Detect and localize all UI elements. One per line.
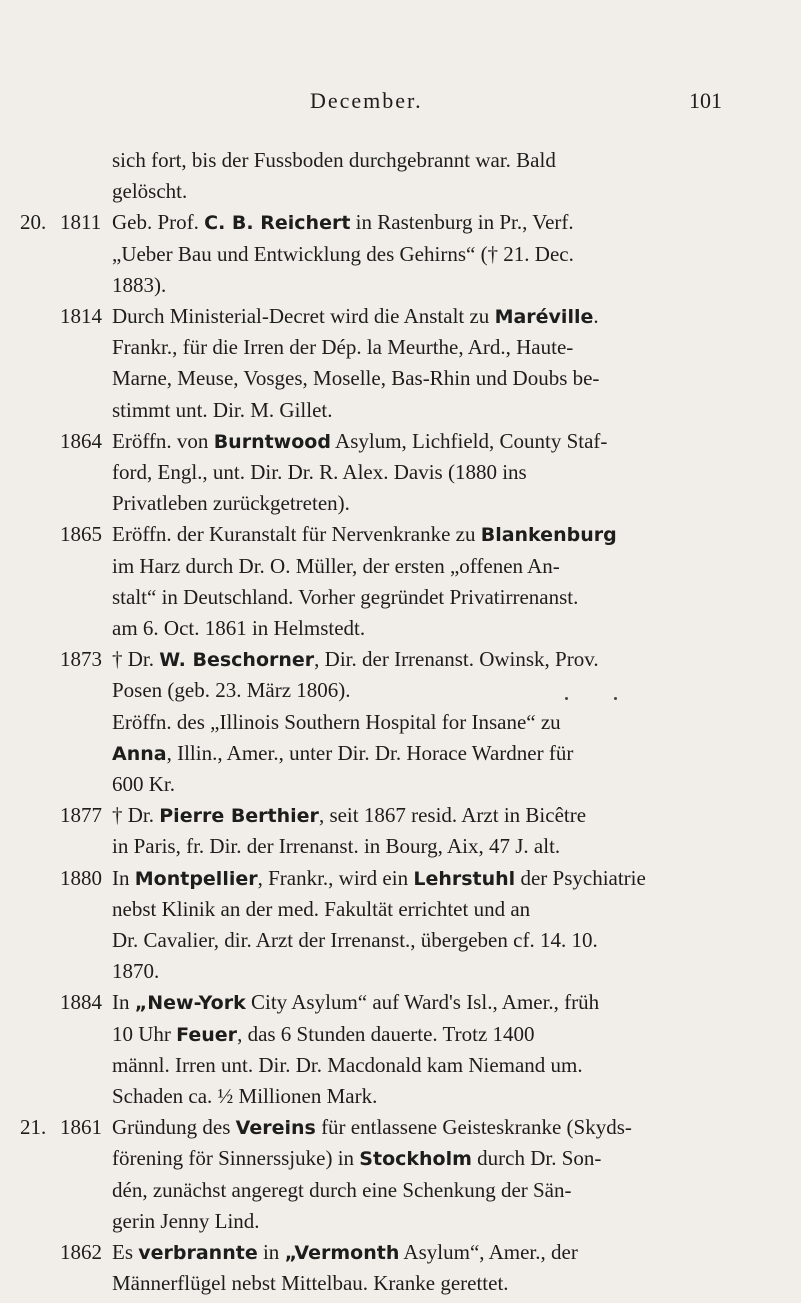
line-text: In „New-York City Asylum“ auf Ward's Isl., Amer., früh	[112, 990, 600, 1015]
entry-year: 1873	[60, 647, 102, 672]
line-text: Privatleben zurückgetreten).	[112, 491, 350, 516]
line-text: Durch Ministerial-Decret wird die Anstalt zu Maréville.	[112, 304, 599, 328]
running-header	[310, 88, 730, 122]
entry-day-number: 20.	[20, 210, 47, 235]
line-text: nebst Klinik an der med. Fakultät errichtet und an	[112, 896, 531, 921]
line-text: Männerflügel nebst Mittelbau. Kranke gerettet.	[112, 1271, 509, 1296]
entry-year: 1865	[60, 522, 102, 547]
line-text: dén, zunächst angeregt durch eine Schenkung der Sän-	[112, 1177, 572, 1202]
print-speck	[565, 697, 568, 700]
line-text: Posen (geb. 23. März 1806).	[112, 678, 351, 703]
line-text: ford, Engl., unt. Dir. Dr. R. Alex. Davis (1880 ins	[112, 460, 527, 484]
entry-year: 1880	[60, 865, 102, 890]
line-text: 1883).	[112, 272, 167, 297]
line-text: In Montpellier, Frankr., wird ein Lehrstuhl der Psychiatrie	[112, 865, 646, 890]
line-text: stimmt unt. Dir. M. Gillet.	[112, 397, 333, 422]
line-text: † Dr. W. Beschorner, Dir. der Irrenanst. Owinsk, Prov.	[112, 647, 599, 672]
header-month: December.	[310, 88, 423, 113]
entry-year: 1811	[60, 210, 102, 235]
line-text: Gründung des Vereins für entlassene Geisteskranke (Skyds-	[112, 1115, 632, 1140]
line-text: Anna, Illin., Amer., unter Dir. Dr. Horace Wardner für	[112, 740, 574, 765]
line-text: Eröffn. von Burntwood Asylum, Lichfield, County Staf-	[112, 428, 608, 453]
entry-day-number: 21.	[20, 1115, 47, 1140]
line-text: männl. Irren unt. Dir. Dr. Macdonald kam Niemand um.	[112, 1052, 583, 1077]
line-text: förening för Sinnerssjuke) in Stockholm durch Dr. Son-	[112, 1146, 602, 1171]
print-speck	[614, 697, 617, 700]
line-text: in Paris, fr. Dir. der Irrenanst. in Bourg, Aix, 47 J. alt.	[112, 834, 561, 859]
line-text: Eröffn. der Kuranstalt für Nervenkranke zu Blankenburg	[112, 522, 617, 547]
entry-year: 1861	[60, 1115, 102, 1140]
line-text: 600 Kr.	[112, 772, 175, 796]
line-text: gelöscht.	[112, 179, 188, 204]
page-number: 101	[689, 88, 722, 113]
line-text: 10 Uhr Feuer, das 6 Stunden dauerte. Trotz 1400	[112, 1021, 535, 1046]
line-text: 1870.	[112, 959, 160, 984]
line-text: Marne, Meuse, Vosges, Moselle, Bas-Rhin und Doubs be-	[112, 366, 600, 391]
line-text: Es verbrannte in „Vermonth Asylum“, Amer., der	[112, 1240, 578, 1264]
line-text: Eröffn. des „Illinois Southern Hospital for Insane“ zu	[112, 709, 561, 734]
line-text: Dr. Cavalier, dir. Arzt der Irrenanst., übergeben cf. 14. 10.	[112, 928, 598, 952]
entry-year: 1877	[60, 803, 102, 828]
entry-year: 1814	[60, 304, 102, 328]
entry-year: 1862	[60, 1240, 102, 1264]
line-text: Schaden ca. ½ Millionen Mark.	[112, 1084, 378, 1108]
entry-year: 1864	[60, 428, 102, 453]
line-text: Frankr., für die Irren der Dép. la Meurthe, Ard., Haute-	[112, 335, 574, 360]
line-text: im Harz durch Dr. O. Müller, der ersten „offenen An-	[112, 553, 560, 578]
line-text: stalt“ in Deutschland. Vorher gegründet Privatirrenanst.	[112, 584, 579, 609]
line-text: Geb. Prof. C. B. Reichert in Rastenburg in Pr., Verf.	[112, 210, 574, 235]
entry-year: 1884	[60, 990, 102, 1015]
line-text: „Ueber Bau und Entwicklung des Gehirns“ († 21. Dec.	[112, 241, 574, 266]
line-text: am 6. Oct. 1861 in Helmstedt.	[112, 616, 366, 640]
line-text: gerin Jenny Lind.	[112, 1208, 260, 1233]
line-text: sich fort, bis der Fussboden durchgebrannt war. Bald	[112, 148, 556, 172]
line-text: † Dr. Pierre Berthier, seit 1867 resid. Arzt in Bicêtre	[112, 803, 587, 828]
